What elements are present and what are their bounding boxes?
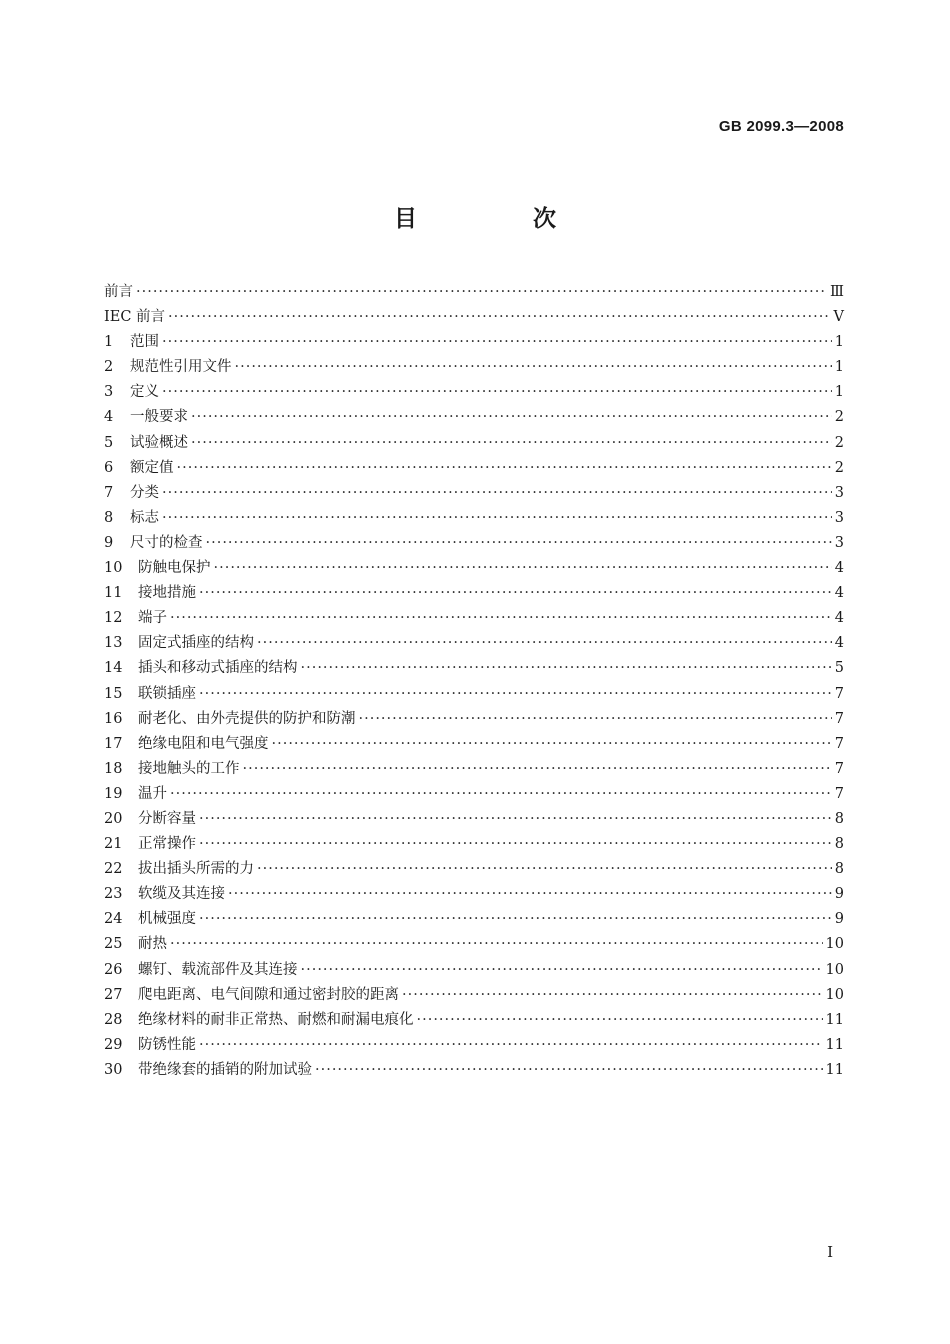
- toc-entry[interactable]: [104, 932, 844, 957]
- toc-entry[interactable]: [104, 807, 844, 832]
- toc-entry-title: 接地措施: [138, 585, 196, 602]
- toc-entry-page: 9: [834, 886, 844, 903]
- document-code: GB 2099.3—2008: [718, 118, 844, 135]
- toc-entry-page: 1: [834, 359, 844, 376]
- dot-leader: [359, 711, 832, 727]
- toc-entry[interactable]: [104, 305, 844, 330]
- toc-entry[interactable]: [104, 682, 844, 707]
- toc-entry[interactable]: [104, 581, 844, 606]
- toc-entry[interactable]: [104, 983, 844, 1008]
- toc-entry-page: 8: [834, 836, 844, 853]
- toc-entry-page: 4: [834, 585, 844, 602]
- toc-entry-page: 11: [825, 1061, 844, 1078]
- toc-entry[interactable]: [104, 481, 844, 506]
- toc-entry-number: 30: [104, 1061, 123, 1078]
- toc-entry[interactable]: [104, 656, 844, 681]
- toc-entry-number: 2: [104, 359, 114, 376]
- dot-leader: [301, 962, 823, 978]
- dot-leader: [177, 460, 832, 476]
- dot-leader: [170, 786, 832, 802]
- toc-entry-title: 尺寸的检查: [130, 534, 203, 551]
- toc-entry[interactable]: [104, 857, 844, 882]
- toc-entry[interactable]: [104, 1058, 844, 1083]
- page-number: I: [827, 1243, 833, 1261]
- toc-entry[interactable]: [104, 882, 844, 907]
- toc-entry[interactable]: [104, 506, 844, 531]
- toc-entry-page: 7: [834, 735, 844, 752]
- toc-entry-title: 试验概述: [130, 434, 188, 451]
- toc-entry-page: 4: [834, 560, 844, 577]
- toc-entry-number: 29: [104, 1036, 123, 1053]
- toc-entry-title: 固定式插座的结构: [138, 635, 254, 652]
- toc-entry-number: 4: [104, 409, 114, 426]
- toc-entry-title: 接地触头的工作: [138, 760, 240, 777]
- toc-entry-title: 温升: [138, 785, 167, 802]
- dot-leader: [162, 384, 832, 400]
- toc-entry[interactable]: [104, 556, 844, 581]
- toc-entry-page: 4: [834, 610, 844, 627]
- toc-entry[interactable]: [104, 832, 844, 857]
- toc-entry-number: 25: [104, 936, 123, 953]
- toc-entry-title: 一般要求: [130, 409, 188, 426]
- dot-leader: [402, 987, 823, 1003]
- toc-entry-page: 10: [825, 936, 844, 953]
- toc-entry-title: 螺钉、载流部件及其连接: [138, 961, 298, 978]
- dot-leader: [235, 359, 832, 375]
- toc-entry-page: Ⅴ: [833, 309, 844, 326]
- dot-leader: [206, 535, 832, 551]
- toc-entry-title: 分断容量: [138, 810, 196, 827]
- toc-entry-title: 带绝缘套的插销的附加试验: [138, 1061, 312, 1078]
- toc-entry-page: 7: [834, 685, 844, 702]
- dot-leader: [191, 409, 832, 425]
- toc-entry-title: IEC 前言: [104, 309, 166, 326]
- toc-entry-number: 12: [104, 610, 123, 627]
- toc-entry[interactable]: [104, 907, 844, 932]
- toc-entry-title: 耐老化、由外壳提供的防护和防潮: [138, 710, 356, 727]
- toc-entry-page: 9: [834, 911, 844, 928]
- toc-entry[interactable]: [104, 732, 844, 757]
- toc-entry-number: 17: [104, 735, 123, 752]
- toc-entry-title: 范围: [130, 334, 159, 351]
- toc-entry-number: 8: [104, 509, 114, 526]
- toc-entry-page: 8: [834, 861, 844, 878]
- dot-leader: [301, 660, 832, 676]
- toc-entry[interactable]: [104, 782, 844, 807]
- toc-entry-title: 绝缘电阻和电气强度: [138, 735, 269, 752]
- toc-entry[interactable]: [104, 431, 844, 456]
- toc-entry-number: 23: [104, 886, 123, 903]
- dot-leader: [162, 485, 832, 501]
- toc-entry[interactable]: [104, 1008, 844, 1033]
- toc-entry-page: 11: [825, 1036, 844, 1053]
- toc-entry-title: 规范性引用文件: [130, 359, 232, 376]
- dot-leader: [162, 334, 832, 350]
- toc-entry-number: 21: [104, 836, 123, 853]
- toc-entry[interactable]: [104, 380, 844, 405]
- page-title: 目 次: [393, 206, 610, 232]
- toc-entry-title: 耐热: [138, 936, 167, 953]
- toc-entry[interactable]: [104, 330, 844, 355]
- toc-entry-number: 7: [104, 484, 114, 501]
- dot-leader: [191, 435, 832, 451]
- toc-entry-title: 联锁插座: [138, 685, 196, 702]
- toc-entry-page: 8: [834, 810, 844, 827]
- toc-entry-number: 16: [104, 710, 123, 727]
- toc-entry-page: 2: [834, 434, 844, 451]
- toc-entry-number: 20: [104, 810, 123, 827]
- toc-entry-number: 11: [104, 585, 123, 602]
- dot-leader: [199, 585, 832, 601]
- toc-entry-title: 机械强度: [138, 911, 196, 928]
- toc-entry-number: 6: [104, 459, 114, 476]
- toc-entry-page: 10: [825, 986, 844, 1003]
- toc-entry-title: 爬电距离、电气间隙和通过密封胶的距离: [138, 986, 399, 1003]
- dot-leader: [199, 811, 832, 827]
- table-of-contents: [104, 280, 844, 1083]
- toc-entry-title: 端子: [138, 610, 167, 627]
- toc-entry-number: 14: [104, 660, 123, 677]
- toc-entry-page: Ⅲ: [830, 284, 844, 300]
- toc-entry-title: 前言: [104, 284, 133, 300]
- toc-entry-page: 3: [834, 484, 844, 501]
- toc-entry-number: 5: [104, 434, 114, 451]
- dot-leader: [162, 510, 832, 526]
- toc-entry-number: 28: [104, 1011, 123, 1028]
- toc-entry[interactable]: [104, 1033, 844, 1058]
- toc-entry-number: 24: [104, 911, 123, 928]
- toc-entry-number: 1: [104, 334, 114, 351]
- toc-entry-number: 9: [104, 534, 114, 551]
- dot-leader: [417, 1012, 823, 1028]
- dot-leader: [199, 686, 832, 702]
- toc-entry[interactable]: [104, 405, 844, 430]
- toc-entry-page: 3: [834, 509, 844, 526]
- toc-entry-number: 19: [104, 785, 123, 802]
- toc-entry-number: 27: [104, 986, 123, 1003]
- toc-entry-title: 防锈性能: [138, 1036, 196, 1053]
- dot-leader: [257, 635, 832, 651]
- toc-entry-title: 软缆及其连接: [138, 886, 225, 903]
- toc-entry-number: 22: [104, 861, 123, 878]
- dot-leader: [168, 309, 830, 325]
- toc-entry-number: 13: [104, 635, 123, 652]
- toc-entry-title: 正常操作: [138, 836, 196, 853]
- toc-entry[interactable]: [104, 456, 844, 481]
- toc-entry-page: 2: [834, 459, 844, 476]
- toc-entry-number: 3: [104, 384, 114, 401]
- toc-entry-title: 定义: [130, 384, 159, 401]
- toc-entry-page: 7: [834, 710, 844, 727]
- toc-entry[interactable]: [104, 355, 844, 380]
- toc-entry[interactable]: [104, 606, 844, 631]
- toc-entry[interactable]: [104, 958, 844, 983]
- toc-entry-title: 绝缘材料的耐非正常热、耐燃和耐漏电痕化: [138, 1011, 414, 1028]
- toc-entry[interactable]: [104, 757, 844, 782]
- toc-entry-page: 5: [834, 660, 844, 677]
- dot-leader: [214, 560, 832, 576]
- toc-entry-page: 3: [834, 534, 844, 551]
- toc-entry-page: 1: [834, 384, 844, 401]
- toc-entry-page: 4: [834, 635, 844, 652]
- toc-entry-number: 15: [104, 685, 123, 702]
- dot-leader: [136, 284, 827, 300]
- toc-entry[interactable]: [104, 631, 844, 656]
- toc-entry[interactable]: [104, 280, 844, 305]
- dot-leader: [199, 911, 832, 927]
- dot-leader: [199, 1037, 823, 1053]
- toc-entry-title: 插头和移动式插座的结构: [138, 660, 298, 677]
- toc-entry-title: 额定值: [130, 459, 174, 476]
- dot-leader: [228, 886, 832, 902]
- dot-leader: [272, 736, 832, 752]
- toc-entry-page: 2: [834, 409, 844, 426]
- dot-leader: [170, 610, 832, 626]
- toc-entry-page: 11: [825, 1011, 844, 1028]
- toc-entry-number: 26: [104, 961, 123, 978]
- toc-entry-page: 7: [834, 785, 844, 802]
- toc-entry-title: 拔出插头所需的力: [138, 861, 254, 878]
- dot-leader: [243, 761, 832, 777]
- toc-entry[interactable]: [104, 531, 844, 556]
- toc-entry-page: 1: [834, 334, 844, 351]
- toc-entry-title: 分类: [130, 484, 159, 501]
- dot-leader: [199, 836, 832, 852]
- dot-leader: [170, 936, 823, 952]
- dot-leader: [315, 1062, 823, 1078]
- toc-entry-page: 10: [825, 961, 844, 978]
- toc-entry-title: 标志: [130, 509, 159, 526]
- dot-leader: [257, 861, 832, 877]
- toc-entry-title: 防触电保护: [138, 560, 211, 577]
- toc-entry-number: 18: [104, 760, 123, 777]
- toc-entry-page: 7: [834, 760, 844, 777]
- toc-entry[interactable]: [104, 707, 844, 732]
- toc-entry-number: 10: [104, 560, 123, 577]
